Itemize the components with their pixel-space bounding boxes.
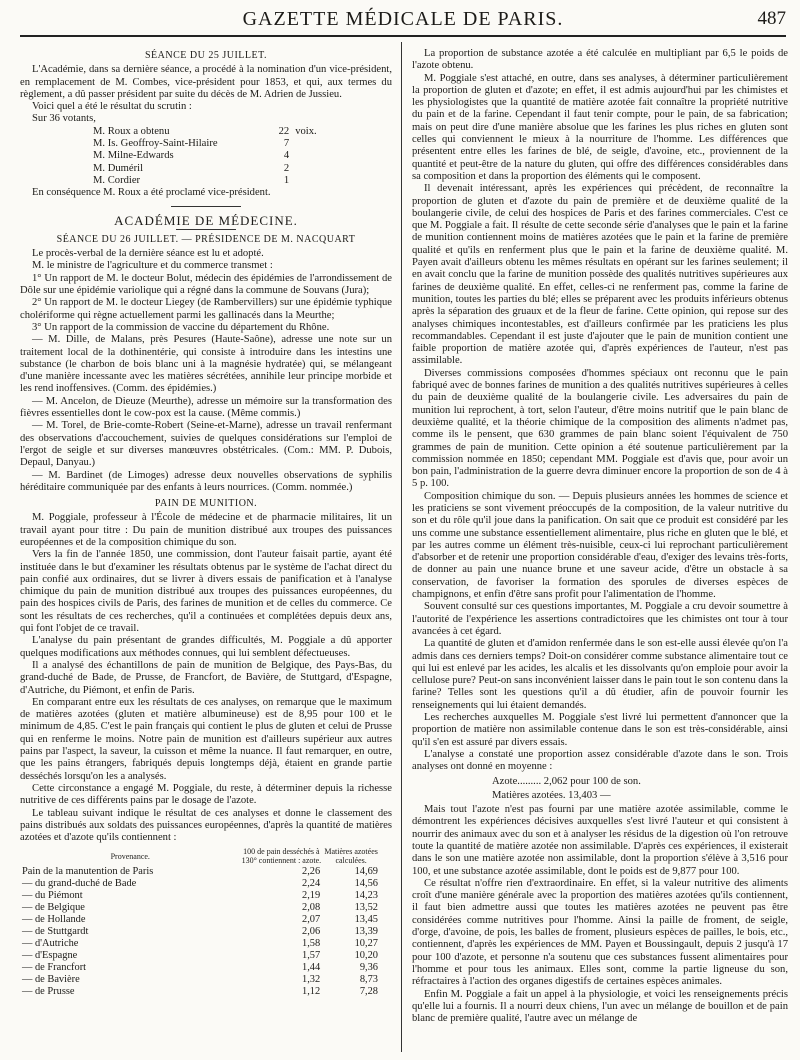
table-row	[20, 890, 380, 902]
azote-cell: 1,58	[302, 938, 321, 950]
vote-count: 7	[283, 138, 290, 150]
paragraph: L'analyse a constaté une proportion assez considérable d'azote dans le son. Trois analyses ont donné en moyenne :	[412, 748, 788, 773]
matieres-cell: 8,73	[359, 974, 378, 986]
vote-row	[90, 126, 330, 138]
vote-count: 1	[283, 174, 290, 186]
table-header: 100 de pain desséchés à 130° contiennent : azote.	[241, 847, 322, 866]
paragraph: Il devenait intéressant, après les expériences qui précèdent, de reconnaître la proportion de gluten et d'azote du pain de première et de deuxième qualité de la boulangerie civile, de celui des hospices de Paris et des farines commerciales. C'est ce que M. Poggiale a fait. Il résulte de cette seconde série d'analyses que le pain et la farine de munition contiennent moins de matières azotées que le pain et la farine de première qualité et qu'ils en renferment plus que le pain et la farine de deuxième qualité. M. Payen avait d'ailleurs obtenu les mêmes résultats en opérant sur les farines seulement; il en avait conclu que la farine de munition possède des qualités nutritives supérieures aux farines de deuxième qualité. En effet, celles-ci ne renferment pas, comme la farine de munition, toutes les parties du blé; elles se préparent avec les produits inférieurs obtenus après la séparation des gruaux et de la fleur de farine. Cette opinion, qui repose sur des analyses chimiques incontestables, est d'ailleurs confirmée par les praticiens les plus recommandables. Cependant il est juste d'ajouter que le pain de munition contient une faible proportion de matière azotée qui, d'après expériences de l'auteur, n'est pas assimilable.	[412, 183, 788, 367]
paragraph: 3° Un rapport de la commission de vaccine du département du Rhône.	[32, 321, 330, 333]
section-rule	[171, 206, 241, 207]
paragraph: — M. Dille, de Malans, près Pesures (Haute-Saône), adresse une note sur un traitement local de la dothinentérie, qui consiste à introduire dans les intestins une substance (le charbon de bois blanc uni à la magnésie hydratée) qui, se mélangeant d'une manière incessante avec les matières sécrétées, annihile leur principe morbide et les rend inoffensives. (Comm. des épidémies.)	[20, 334, 392, 395]
vote-name: M. Roux a obtenu	[93, 125, 170, 137]
vote-count: 22	[278, 125, 290, 137]
paragraph: Voici quel a été le résultat du scrutin :	[32, 101, 192, 113]
table-row	[20, 914, 380, 926]
vote-unit: voix.	[295, 125, 317, 137]
azote-cell: 2,26	[302, 866, 321, 878]
paragraph: Diverses commissions composées d'hommes spéciaux ont reconnu que le pain fabriqué avec de bonnes farines de munition a des qualités nutritives supérieures à celles du pain de deuxième qualité de la boulangerie civile. Les adversaires du pain de munition lui reprochent, à tort, selon l'auteur, d'être moins nutritif que le pain blanc de deuxième qualité, et la théorie chimique de la composition des aliments n'admet pas, comme ils le pensent, que 630 grammes de pain blanc soient l'équivalent de 750 grammes de pain de munition. Cette opinion a été soutenue particulièrement par la commission nommée en 1850; cependant MM. Poggiale est d'avis que, pour avoir un bon pain, l'administration de la guerre devra diminuer encore la proportion de son de 4 à 5 p. 100.	[412, 367, 788, 490]
sitting-heading: SÉANCE DU 26 JUILLET. — PRÉSIDENCE DE M. NACQUART	[56, 233, 356, 245]
table-header-row	[20, 846, 380, 866]
paragraph: M. Poggiale s'est attaché, en outre, dans ses analyses, à déterminer particulièrement la proportion de gluten et d'azote; en effet, il est admis aujourd'hui par les chimistes et les physiologistes que la quantité de matière azotée fait connaître la propriété nutritive du pain et de la farine. Cependant il faut tenir compte, pour le pain, de sa fabrication; mais on peut dire d'une manière absolue que les farines les plus riches en gluten sont celles qui conviennent le mieux à la nourriture de l'homme. Les différences que présentent entre elles les farines de blé, de seigle, d'avoine, etc., proviennent de la quantité et peut-être de la nature du gluten, qui offre des différences considérables dans sa composition et dans la proportion des éléments qui le composent.	[412, 72, 788, 182]
azote-cell: 1,32	[302, 974, 321, 986]
paragraph: Le procès-verbal de la dernière séance est lu et adopté.	[32, 248, 264, 260]
azote-cell: 2,08	[302, 902, 321, 914]
provenance-cell: — de Belgique	[22, 902, 85, 914]
matieres-cell: 14,23	[354, 890, 378, 902]
paragraph: 1° Un rapport de M. le docteur Bolut, médecin des épidémies de l'arrondissement de Dôle sur une épidémie variolique qui a régné dans la commune de Souvans (Jura);	[20, 272, 392, 297]
vote-name: M. Cordier	[93, 174, 141, 186]
azote-cell: 1,44	[302, 962, 321, 974]
vote-row	[90, 175, 330, 187]
paragraph: Les recherches auxquelles M. Poggiale s'est livré lui permettent d'annoncer que la proportion de matière non assimilable contenue dans le son est très-considérable, ainsi qu'il s'en est assuré par divers essais.	[412, 712, 788, 748]
provenance-cell: — de Bavière	[22, 974, 80, 986]
paragraph: Vers la fin de l'année 1850, une commission, dont l'auteur faisait partie, ayant été instituée dans le but d'examiner les résultats obtenus par le système de l'achat direct du pain confié aux ordinaires, dut se livrer à divers essais de panification et à l'analyse chimique du pain de munition distribué aux troupes des puissances européennes, du pain des hospices civils de Paris, des farines de munition et de celles du commerce. Ce sont les résultats de ces recherches, qu'il a continuées et complétées depuis deux ans, qui font l'objet de ce travail.	[20, 549, 392, 635]
paragraph: L'Académie, dans sa dernière séance, a procédé à la nomination d'un vice-président, en remplacement de M. Combes, vice-président pour 1853, et qui, aux termes du règlement, a dû passer président par suite du décès de M. Adrien de Jussieu.	[20, 64, 392, 100]
provenance-cell: — d'Espagne	[22, 950, 78, 962]
sitting-heading: SÉANCE DU 25 JUILLET.	[145, 50, 267, 61]
provenance-cell: — de Francfort	[22, 962, 87, 974]
matieres-cell: 9,36	[359, 962, 378, 974]
paragraph: Enfin M. Poggiale a fait un appel à la physiologie, et voici les renseignements précis qu'elle lui a fournis. Il a nourri deux chiens, l'un avec un mélange de bouillon et de pain blanc de première qualité, l'autre avec un mélange de	[412, 988, 788, 1025]
left-column	[20, 48, 392, 1052]
table-row	[20, 866, 380, 878]
vote-count: 2	[283, 162, 290, 174]
provenance-cell: — d'Autriche	[22, 938, 79, 950]
matieres-cell: 13,52	[354, 902, 378, 914]
paragraph: L'analyse du pain présentant de grandes difficultés, M. Poggiale a dû apporter quelques modifications aux méthodes connues, qui lui semblent défectueuses.	[20, 635, 392, 659]
paragraph: Mais tout l'azote n'est pas fourni par une matière azotée assimilable, comme le démontrent les expériences décisives auxquelles s'est livré l'auteur et qui consistent à nourrir des animaux avec du son et à analyser les résidus de la digestion où l'on retrouve toute la quantité de matière azotée non assimilable. D'après ces expériences, il existerait dans le son une matière azotée non assimilable, dont la proportion s'élève à 3,516 pour 100, et une substance azotée assimilable, dont le poids est de 9,877 pour 100.	[412, 804, 788, 877]
vote-name: M. Is. Geoffroy-Saint-Hilaire	[93, 138, 218, 150]
matieres-cell: 14,69	[354, 866, 378, 878]
paragraph: M. le ministre de l'agriculture et du commerce transmet :	[32, 260, 273, 272]
azote-cell: 1,12	[302, 986, 321, 998]
vote-unit	[292, 138, 330, 150]
azote-cell: 2,06	[302, 926, 321, 938]
table-row	[20, 974, 380, 986]
azote-cell: 2,19	[302, 890, 321, 902]
bread-table	[20, 846, 380, 998]
page-number: 487	[757, 8, 786, 29]
paragraph: En conséquence M. Roux a été proclamé vice-président.	[32, 187, 271, 199]
vote-row	[90, 138, 330, 150]
table-row	[20, 878, 380, 890]
table-row	[20, 950, 380, 962]
paragraph: Sur 36 votants,	[32, 113, 96, 125]
vote-unit	[292, 150, 330, 162]
matieres-cell: 14,56	[354, 878, 378, 890]
azote-cell: 2,24	[302, 878, 321, 890]
azote-cell: 1,57	[302, 950, 321, 962]
vote-table	[90, 126, 330, 187]
azote-line: Matières azotées. 13,403 —	[492, 789, 611, 801]
paragraph: Ce résultat n'offre rien d'extraordinaire. En effet, si la valeur nutritive des aliments croît d'une manière générale avec la proportion des matières azotées qu'ils contiennent, il faut bien admettre aussi que toutes les matières azotées ne peuvent pas être considérées comme nutritives pour l'homme. Ainsi la paille de froment, de seigle, d'orge, d'avoine, de pois, les balles de froment, plusieurs espèces de pailles, le bois, etc., contiennent, d'après les expériences de MM. Payen et Boussingault, depuis 2 jusqu'à 17 pour 100 d'azote, et personne n'a soutenu que ces substances fussent alimentaires pour l'homme et pour tous les animaux. Elles sont, comme la partie ligneuse du son, réfractaires à l'action des organes digestifs de certaines espèces animales.	[412, 877, 788, 988]
paragraph: La quantité de gluten et d'amidon renfermée dans le son est-elle aussi élevée qu'on l'a admis dans ces derniers temps? Doit-on considérer comme substance alimentaire tout ce qui lui est enlevé par les acides, les alcalis et les dissolvants qu'on emploie pour avoir la cellulose pure? Peut-on sans inconvénient laisser dans le pain tout le son contenu dans la farine? Telles sont les questions qu'il a dû étudier, afin de pouvoir fournir les renseignements qui lui étaient demandés.	[412, 638, 788, 711]
right-column	[412, 48, 788, 1052]
paragraph: M. Poggiale, professeur à l'École de médecine et de pharmacie militaires, lit un travail ayant pour titre : Du pain de munition distribué aux troupes des puissances européennes et de la composition chimique du son.	[20, 512, 392, 548]
paragraph: Composition chimique du son. — Depuis plusieurs années les hommes de science et les praticiens se sont vivement préoccupés de la composition, de la valeur nutritive du son et du rôle qu'il joue dans la panification. On sait que ce produit est considéré par les uns comme une substance essentiellement alimentaire, plus riche en gluten que le blé, et par les autres comme un élément très-nuisible, ceux-ci lui reprochant particulièrement d'absorber et de retenir une proportion considérable d'eau, d'exiger des levains très-forts, de donner au pain une nuance brune et une saveur acide, d'être un obstacle à sa conservation, de favoriser la formation des sporules de diverses espèces de champignons, et enfin d'être sans profit pour l'alimentation de l'homme.	[412, 490, 788, 601]
paragraph: — M. Torel, de Brie-comte-Robert (Seine-et-Marne), adresse un travail renfermant des observations d'accouchement, suivies de quelques considérations sur l'emploi de l'ergot de seigle et sur diverses manœuvres obstétricales. (Com.: MM. P. Dubois, Depaul, Danyau.)	[20, 420, 392, 469]
vote-unit	[292, 175, 330, 187]
paragraph: Il a analysé des échantillons de pain de munition de Belgique, des Pays-Bas, du grand-duché de Bade, de Prusse, de Francfort, de Bavière, de Stuttgard, d'Espagne, d'Autriche, du Piémont, et enfin de Paris.	[20, 659, 392, 696]
subsection-heading: PAIN DE MUNITION.	[154, 498, 258, 510]
table-row	[20, 986, 380, 998]
provenance-cell: — de Hollande	[22, 914, 86, 926]
table-header: Matières azotées calculées.	[324, 847, 378, 866]
paragraph: Souvent consulté sur ces questions importantes, M. Poggiale a cru devoir soumettre à l'autorité de l'expérience les assertions contradictoires que les chimistes ont tour à tour avancées à cet égard.	[412, 601, 788, 637]
vote-name: M. Milne-Edwards	[93, 150, 174, 162]
paragraph: — M. Ancelon, de Dieuze (Meurthe), adresse un mémoire sur la transformation des fièvres essentielles dont le cow-pox est la cause. (Même commis.)	[20, 395, 392, 420]
table-row	[20, 902, 380, 914]
matieres-cell: 10,20	[354, 950, 378, 962]
provenance-cell: — du grand-duché de Bade	[22, 878, 137, 890]
matieres-cell: 13,39	[354, 926, 378, 938]
paragraph: Le tableau suivant indique le résultat de ces analyses et donne le classement des pains distribués aux soldats des puissances européennes, d'après la quantité de matières azotées et d'azote qu'ils contiennent :	[20, 807, 392, 844]
paragraph: Cette circonstance a engagé M. Poggiale, du reste, à déterminer depuis la richesse nutritive de ces différents pains par le dosage de l'azote.	[20, 782, 392, 807]
matieres-cell: 13,45	[354, 914, 378, 926]
provenance-cell: — de Prusse	[22, 986, 75, 998]
section-rule	[176, 229, 236, 230]
table-row	[20, 962, 380, 974]
provenance-cell: — du Piémont	[22, 890, 83, 902]
paragraph: 2° Un rapport de M. le docteur Liegey (de Rambervillers) sur une épidémie typhique cholériforme qui règne actuellement parmi les gallinacés dans la Meurthe;	[20, 297, 392, 321]
provenance-cell: Pain de la manutention de Paris	[22, 866, 154, 878]
paragraph: La proportion de substance azotée a été calculée en multipliant par 6,5 le poids de l'azote obtenu.	[412, 48, 788, 72]
table-row	[20, 926, 380, 938]
paragraph: En comparant entre eux les résultats de ces analyses, on remarque que le maximum de matières azotées (gluten et matière albumineuse) est de 8,95 pour 100 et le minimum de 4,85. C'est le pain français qui contient le plus de gluten et celui de Prusse qui en renferme le moins. Notre pain de munition est d'ailleurs supérieur aux autres pains par l'aspect, la saveur, la cuisson et même la nuance. Il faut remarquer, en outre, que les pains étrangers, fabriqués depuis longtemps déjà, étaient en grande partie desséchés lorsqu'on les a analysés.	[20, 696, 392, 782]
matieres-cell: 10,27	[354, 938, 378, 950]
vote-row	[90, 163, 330, 175]
matieres-cell: 7,28	[359, 986, 378, 998]
vote-unit	[292, 163, 330, 175]
table-row	[20, 938, 380, 950]
azote-cell: 2,07	[302, 914, 321, 926]
vote-count: 4	[283, 150, 290, 162]
vote-name: M. Duméril	[93, 162, 144, 174]
vote-row	[90, 150, 330, 162]
azote-line: Azote......... 2,062 pour 100 de son.	[492, 775, 641, 787]
academy-heading: ACADÉMIE DE MÉDECINE.	[114, 212, 298, 228]
provenance-cell: — de Stuttgardt	[22, 926, 89, 938]
column-divider	[401, 42, 402, 1052]
header-rule	[20, 35, 786, 37]
table-header: Provenance.	[110, 851, 150, 861]
gazette-title: GAZETTE MÉDICALE DE PARIS.	[242, 8, 564, 30]
paragraph: — M. Bardinet (de Limoges) adresse deux nouvelles observations de syphilis héréditaire communiquée par des enfants à leurs nourrices. (Comm. nommée.)	[20, 469, 392, 493]
